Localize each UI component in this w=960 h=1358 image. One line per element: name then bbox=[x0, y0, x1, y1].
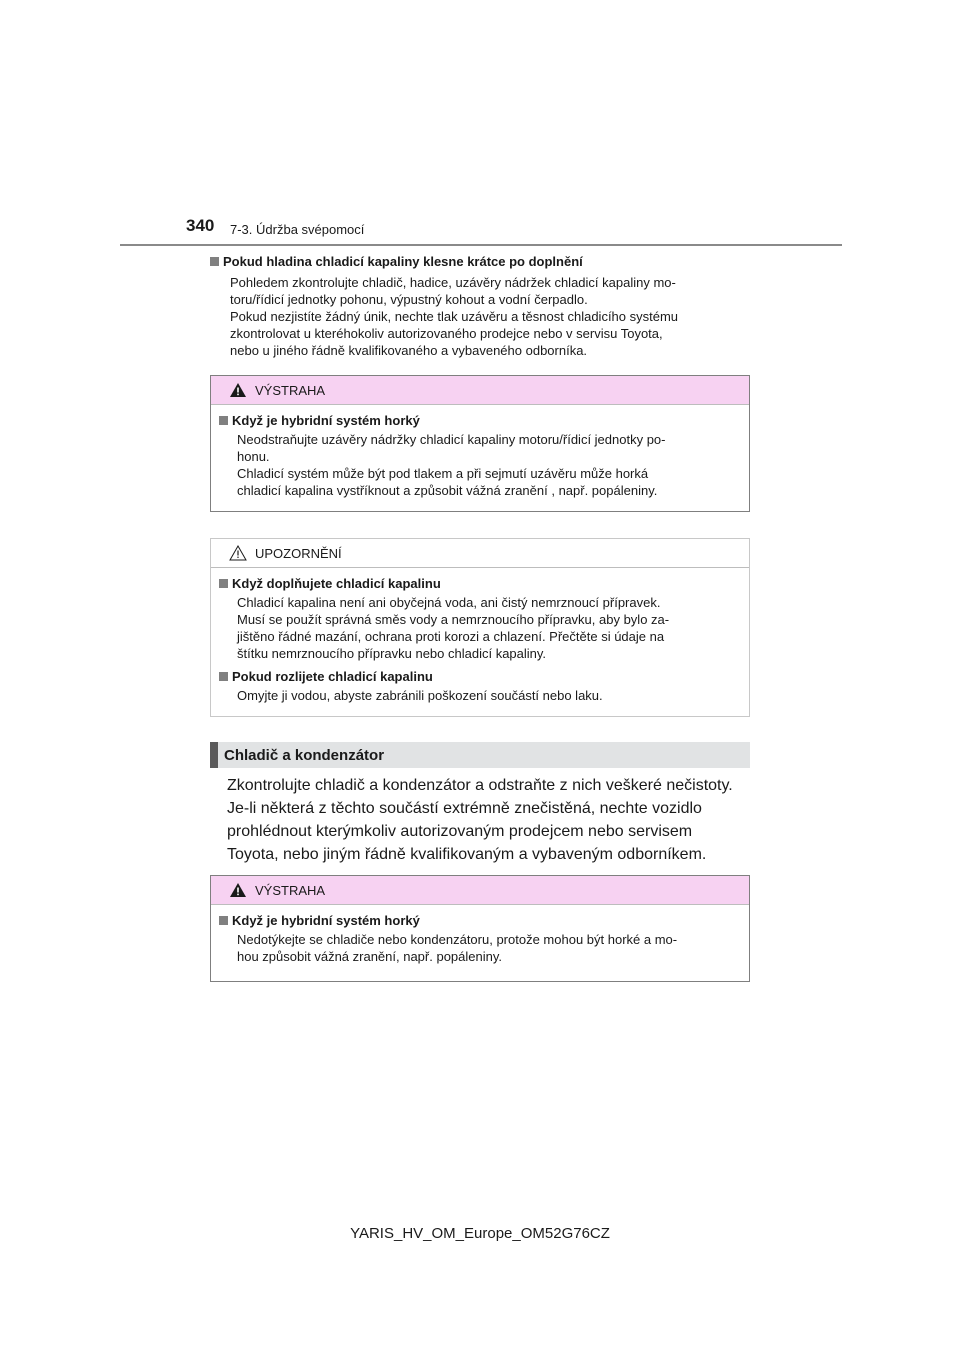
warning-line: Neodstraňujte uzávěry nádržky chladicí kapaliny motoru/řídicí jednotky po- bbox=[237, 432, 666, 447]
warning-label: VÝSTRAHA bbox=[255, 382, 326, 398]
intro-block bbox=[210, 254, 750, 359]
section-accent bbox=[210, 742, 218, 768]
warning-label: VÝSTRAHA bbox=[255, 882, 326, 898]
caution-heading-text: Pokud rozlijete chladicí kapalinu bbox=[232, 669, 433, 684]
square-bullet-icon bbox=[219, 416, 228, 425]
section-line: Toyota, nebo jiným řádně kvalifikovaným a vybaveným odborníkem. bbox=[227, 846, 707, 863]
square-bullet-icon bbox=[219, 672, 228, 681]
chapter-title: 7-3. Údržba svépomocí bbox=[230, 222, 365, 237]
caution-line: jištěno řádné mazání, ochrana proti korozi a chlazení. Přečtěte si údaje na bbox=[237, 629, 665, 644]
intro-line: zkontrolovat u kteréhokoliv autorizovaného prodejce nebo v servisu Toyota, bbox=[230, 326, 663, 341]
section-line: Zkontrolujte chladič a kondenzátor a odstraňte z nich veškeré nečistoty. bbox=[227, 777, 733, 794]
warning-line: Nedotýkejte se chladiče nebo kondenzátoru, protože mohou být horké a mo- bbox=[237, 932, 678, 947]
footer-document-code: YARIS_HV_OM_Europe_OM52G76CZ bbox=[350, 1225, 610, 1242]
section-heading bbox=[210, 742, 750, 768]
section-line: Je-li některá z těchto součástí extrémně znečistěná, nechte vozidlo bbox=[227, 800, 702, 817]
intro-heading bbox=[210, 254, 750, 269]
section-title: Chladič a kondenzátor bbox=[224, 746, 385, 764]
caution-heading bbox=[219, 669, 739, 684]
header-divider bbox=[120, 244, 842, 246]
caution-heading bbox=[219, 576, 739, 591]
intro-line: Pokud nezjistíte žádný únik, nechte tlak uzávěru a těsnost chladicího systému bbox=[230, 309, 679, 324]
caution-label: UPOZORNĚNÍ bbox=[255, 545, 342, 561]
square-bullet-icon bbox=[210, 257, 219, 266]
warning-heading-text: Když je hybridní systém horký bbox=[232, 913, 420, 928]
intro-line: toru/řídicí jednotky pohonu, výpustný kohout a vodní čerpadlo. bbox=[230, 292, 588, 307]
intro-line: nebo u jiného řádně kvalifikovaného a vybaveného odborníka. bbox=[230, 343, 588, 358]
intro-heading-text: Pokud hladina chladicí kapaliny klesne krátce po doplnění bbox=[223, 254, 583, 269]
caution-triangle-icon bbox=[229, 545, 247, 561]
warning-line: honu. bbox=[237, 449, 270, 464]
caution-line: Omyjte ji vodou, abyste zabránili poškození součástí nebo laku. bbox=[237, 688, 603, 703]
section-body bbox=[227, 774, 749, 866]
square-bullet-icon bbox=[219, 916, 228, 925]
warning-header bbox=[211, 876, 749, 905]
warning-box bbox=[210, 875, 750, 982]
warning-line: hou způsobit vážná zranění, např. popáleniny. bbox=[237, 949, 502, 964]
warning-heading-text: Když je hybridní systém horký bbox=[232, 413, 420, 428]
warning-triangle-icon bbox=[229, 382, 247, 398]
warning-box bbox=[210, 375, 750, 512]
caution-line: štítku nemrznoucího přípravku nebo chladicí kapaliny. bbox=[237, 646, 547, 661]
warning-triangle-icon bbox=[229, 882, 247, 898]
warning-header bbox=[211, 376, 749, 405]
warning-line: Chladicí systém může být pod tlakem a při sejmutí uzávěru může horká bbox=[237, 466, 649, 481]
warning-heading bbox=[219, 913, 739, 928]
section-line: prohlédnout kterýmkoliv autorizovaným prodejcem nebo servisem bbox=[227, 823, 693, 840]
caution-box bbox=[210, 538, 750, 717]
caution-line: Musí se použít správná směs vody a nemrznoucího přípravku, aby bylo za- bbox=[237, 612, 670, 627]
caution-line: Chladicí kapalina není ani obyčejná voda, ani čistý nemrznoucí přípravek. bbox=[237, 595, 661, 610]
warning-line: chladicí kapalina vystříknout a způsobit vážná zranění , např. popáleniny. bbox=[237, 483, 658, 498]
intro-line: Pohledem zkontrolujte chladič, hadice, uzávěry nádržek chladicí kapaliny mo- bbox=[230, 275, 676, 290]
caution-heading-text: Když doplňujete chladicí kapalinu bbox=[232, 576, 441, 591]
warning-heading bbox=[219, 413, 739, 428]
caution-header bbox=[211, 539, 749, 568]
square-bullet-icon bbox=[219, 579, 228, 588]
page-number: 340 bbox=[186, 216, 215, 235]
